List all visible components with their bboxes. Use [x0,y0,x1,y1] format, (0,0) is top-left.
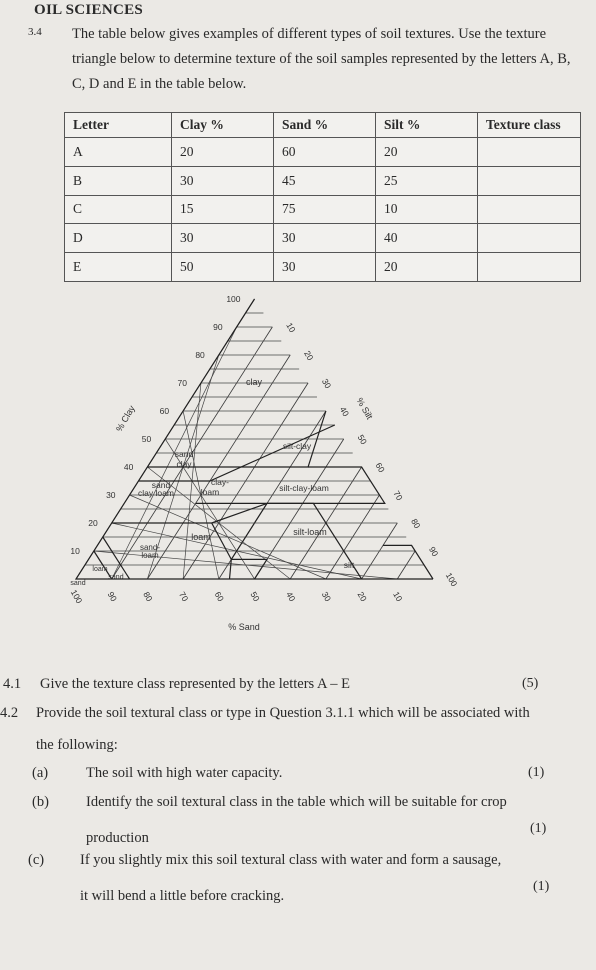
clay-tick-label: 40 [123,462,134,472]
sand-tick-label: 90 [105,589,119,604]
table-cell: 25 [376,166,478,195]
region-label-sandy-loam: loam [141,551,159,560]
silt-tick-label: 50 [355,432,370,447]
silt-tick-label: 60 [373,460,387,475]
sand-tick-label: 50 [248,589,262,604]
silt-tick-label: 40 [337,404,352,419]
question-text: Give the texture class represented by the letters A – E [40,676,351,692]
silt-tick-label: 20 [302,348,316,363]
table-cell: E [65,253,172,282]
region-label-sandy-clay-loam: sand [151,480,171,490]
sand-tick-label: 60 [212,589,227,604]
sand-tick-label: 40 [284,589,298,604]
question-text: Provide the soil textural class or type in Question 3.1.1 which will be associated with [36,705,530,721]
question-number: (c) [28,852,45,868]
clay-axis-label: % Clay [113,403,137,434]
region-label-silt-loam: silt-loam [293,527,327,537]
clay-tick-label: 90 [213,322,223,332]
table-cell: 40 [376,224,478,253]
table-cell: B [65,166,172,195]
table-cell: 30 [274,253,376,282]
clay-tick-label: 100 [226,294,241,304]
clay-tick-label: 30 [106,490,116,500]
table-cell: 20 [172,138,274,167]
table-cell: A [65,138,172,167]
table-cell: 10 [376,195,478,224]
sand-tick-label: 80 [141,589,155,604]
texture-class-cell [478,138,581,167]
sand-tick-label: 10 [391,589,405,604]
table-cell: 60 [274,138,376,167]
region-label-loamy-sand: loam [92,566,108,573]
clay-tick-label: 50 [141,434,152,444]
clay-tick-label: 10 [70,546,80,556]
table-cell: 45 [274,166,376,195]
region-label-silt-clay: silt-clay [282,441,312,451]
region-label-loam: loam [191,532,211,542]
question-number: 4.1 [3,676,22,692]
texture-class-cell [478,195,581,224]
question-text-continued: it will bend a little before cracking. [80,888,285,904]
region-label-sand: sand [70,580,86,587]
table-cell: 15 [172,195,274,224]
table-row [65,138,581,167]
texture-class-cell [478,253,581,282]
sand-tick-label: 20 [355,589,369,604]
marks-allocation: (5) [522,676,539,691]
table-header-row [65,113,581,138]
column-header: Clay % [172,113,274,138]
region-label-sandy-clay: sand [174,449,194,459]
silt-tick-label: 100 [443,570,460,589]
column-header: Sand % [274,113,376,138]
silt-tick-label: 10 [284,320,298,335]
silt-tick-label: 70 [391,488,405,503]
column-header: Texture class [478,113,581,138]
silt-axis-label: % Silt [354,396,375,421]
question-intro: The table below gives examples of different types of soil textures. Use the texture triangle below to determine texture of the soil samples represented by the letters A, B, C, D and E in the table below. [72,26,571,92]
soil-texture-triangle [40,292,460,637]
sand-tick-label: 100 [68,587,85,606]
table-cell: 75 [274,195,376,224]
table-cell: 30 [172,166,274,195]
question-number: (b) [32,794,49,810]
section-header: OIL SCIENCES [34,2,144,18]
soil-texture-table [64,112,581,282]
texture-class-cell [478,166,581,195]
clay-tick-label: 80 [195,350,205,360]
question-text-continued: production [86,830,149,846]
question-text: If you slightly mix this soil textural class with water and form a sausage, [80,852,502,868]
table-row [65,224,581,253]
marks-allocation: (1) [528,765,545,780]
table-cell: 30 [274,224,376,253]
question-number: (a) [32,765,49,781]
marks-allocation: (1) [533,879,550,894]
silt-tick-label: 80 [409,516,423,531]
question-text: Identify the soil textural class in the table which will be suitable for crop [86,794,507,810]
silt-tick-label: 30 [319,376,334,391]
region-label-clay: clay [245,377,263,387]
question-text-continued: the following: [36,737,118,753]
texture-class-cell [478,224,581,253]
sand-tick-label: 30 [319,589,334,604]
sand-tick-label: 70 [177,589,191,604]
clay-tick-label: 60 [159,406,170,416]
question-text: The soil with high water capacity. [86,765,283,781]
table-cell: 20 [376,138,478,167]
clay-tick-label: 20 [88,518,98,528]
column-header: Letter [65,113,172,138]
question-number: 3.4 [28,26,42,38]
table-row [65,253,581,282]
clay-tick-label: 70 [177,378,187,388]
table-row [65,166,581,195]
region-label-sandy-clay: clay [176,459,192,469]
question-number: 4.2 [0,705,19,721]
table-cell: 20 [376,253,478,282]
marks-allocation: (1) [530,821,547,836]
region-label-silt-clay-loam: silt-clay-loam [279,483,329,493]
region-label-silt: silt [343,560,355,570]
region-label-clay-loam: clay- [211,477,229,487]
region-label-sandy-loam: sand- [139,543,161,552]
table-cell: D [65,224,172,253]
silt-tick-label: 90 [427,544,441,559]
table-row [65,195,581,224]
table-cell: 50 [172,253,274,282]
table-cell: C [65,195,172,224]
column-header: Silt % [376,113,478,138]
region-label-clay-loam: loam [200,487,220,497]
region-label-sandy-clay-loam: clay loam [138,488,174,498]
region-label-loamy-sand: sand [108,574,124,581]
sand-axis-label: % Sand [228,622,260,632]
table-cell: 30 [172,224,274,253]
